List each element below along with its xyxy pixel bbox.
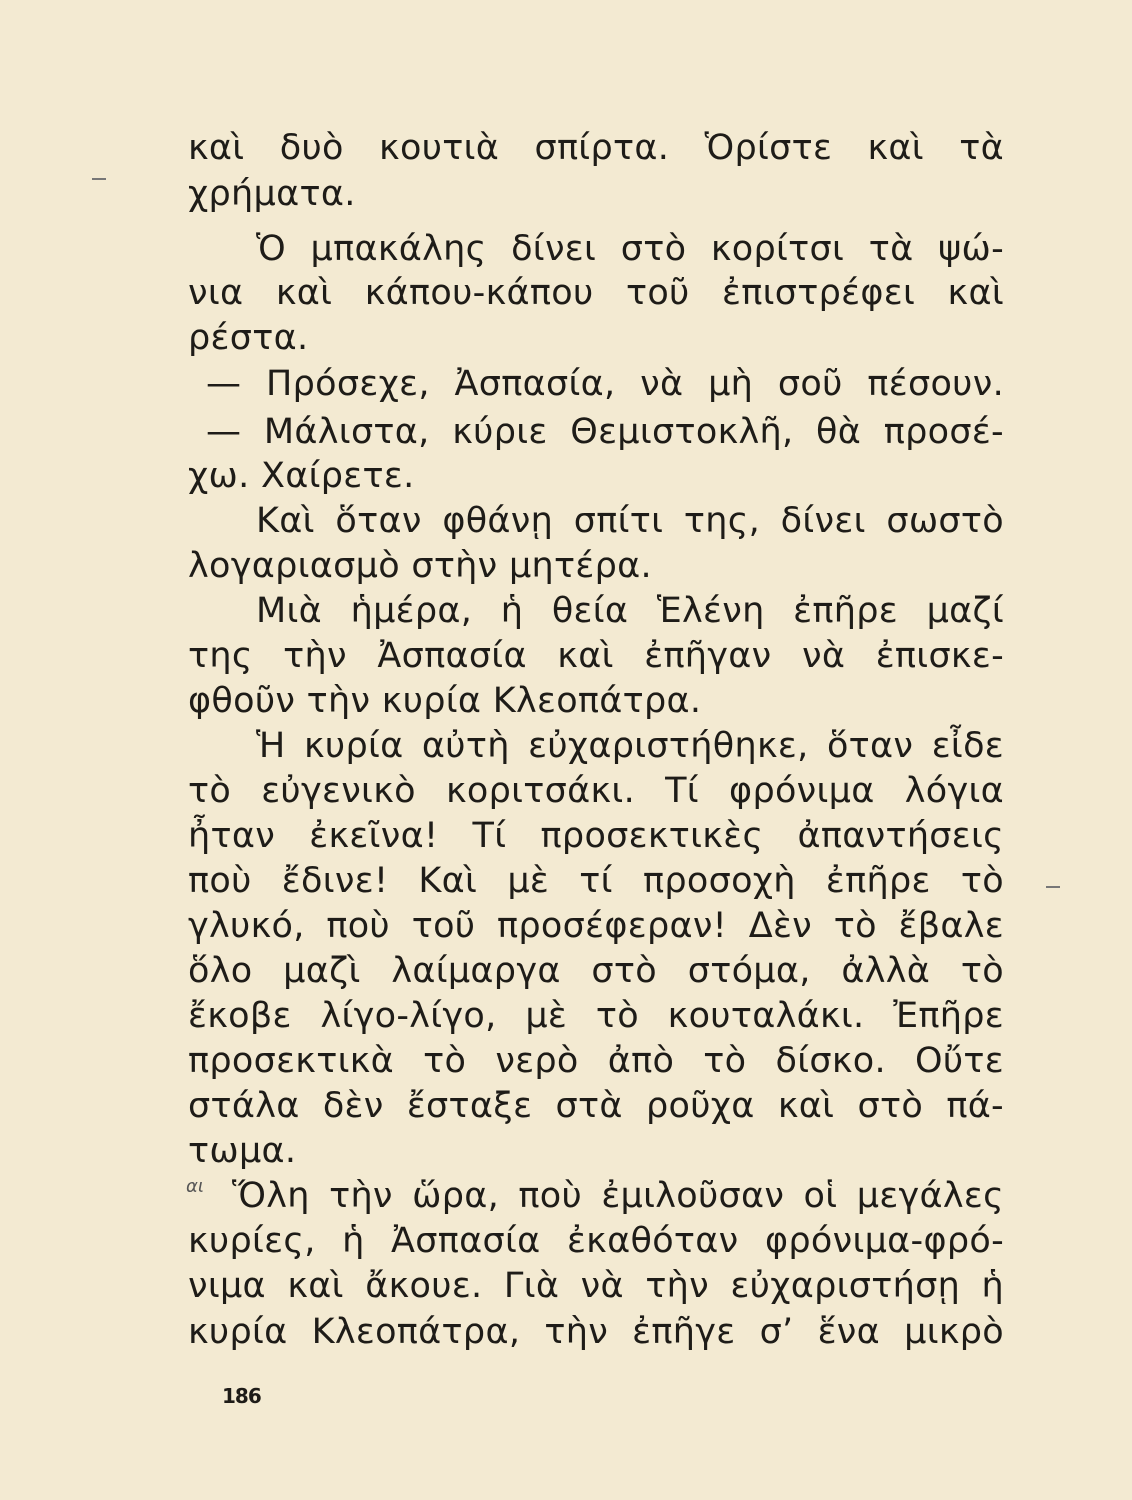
text-line: προσεκτικὰ τὸ νερὸ ἀπὸ τὸ δίσκο. Οὔτε	[188, 1041, 1004, 1081]
edge-mark	[1046, 886, 1060, 888]
text-line: καὶ δυὸ κουτιὰ σπίρτα. Ὁρίστε καὶ τὰ	[188, 128, 1004, 168]
text-line: Ὁ μπακάλης δίνει στὸ κορίτσι τὰ ψώ-	[256, 229, 1004, 269]
text-line: τωμα.	[188, 1131, 297, 1171]
text-line: ρέστα.	[188, 318, 309, 358]
text-line: στάλα δὲν ἔσταξε στὰ ροῦχα καὶ στὸ πά-	[188, 1086, 1004, 1126]
text-line: γλυκό, ποὺ τοῦ προσέφεραν! Δὲν τὸ ἔβαλε	[188, 906, 1004, 946]
text-line: ποὺ ἔδινε! Καὶ μὲ τί προσοχὴ ἐπῆρε τὸ	[188, 861, 1004, 901]
page-number: 186	[222, 1384, 261, 1408]
text-line: ὅλο μαζὶ λαίμαργα στὸ στόμα, ἀλλὰ τὸ	[188, 951, 1004, 991]
text-line: τὸ εὐγενικὸ κοριτσάκι. Τί φρόνιμα λόγια	[188, 771, 1004, 811]
text-line: Ἡ κυρία αὐτὴ εὐχαριστήθηκε, ὅταν εἶδε	[256, 726, 1004, 766]
text-line: της τὴν Ἀσπασία καὶ ἐπῆγαν νὰ ἐπισκε-	[188, 636, 1004, 676]
text-line: — Μάλιστα, κύριε Θεμιστοκλῆ, θὰ προσέ-	[206, 412, 1004, 452]
text-line: ἦταν ἐκεῖνα! Τί προσεκτικὲς ἀπαντήσεις	[188, 816, 1004, 856]
text-line: Ὅλη τὴν ὥρα, ποὺ ἐμιλοῦσαν οἱ μεγάλες	[232, 1176, 1004, 1216]
text-line: ἔκοβε λίγο-λίγο, μὲ τὸ κουταλάκι. Ἐπῆρε	[188, 996, 1004, 1036]
edge-mark	[92, 178, 106, 180]
text-line: κυρίες, ἡ Ἀσπασία ἐκαθόταν φρόνιμα-φρό-	[188, 1221, 1004, 1261]
text-line: λογαριασμὸ στὴν μητέρα.	[188, 546, 652, 586]
text-line: χω. Χαίρετε.	[188, 456, 415, 496]
text-line: νιμα καὶ ἄκουε. Γιὰ νὰ τὴν εὐχαριστήσῃ ἡ	[188, 1266, 1004, 1306]
text-line: χρήματα.	[188, 174, 356, 214]
text-line: φθοῦν τὴν κυρία Κλεοπάτρα.	[188, 681, 702, 721]
text-line: νια καὶ κάπου-κάπου τοῦ ἐπιστρέφει καὶ	[188, 273, 1004, 313]
text-line: — Πρόσεχε, Ἀσπασία, νὰ μὴ σοῦ πέσουν.	[206, 364, 1004, 404]
text-line: κυρία Κλεοπάτρα, τὴν ἐπῆγε σ’ ἕνα μικρὸ	[188, 1312, 1004, 1352]
text-line: Καὶ ὅταν φθάνῃ σπίτι της, δίνει σωστὸ	[256, 501, 1004, 541]
handwritten-margin-note: αι	[186, 1176, 204, 1197]
text-line: Μιὰ ἡμέρα, ἡ θεία Ἑλένη ἐπῆρε μαζί	[256, 591, 1004, 631]
